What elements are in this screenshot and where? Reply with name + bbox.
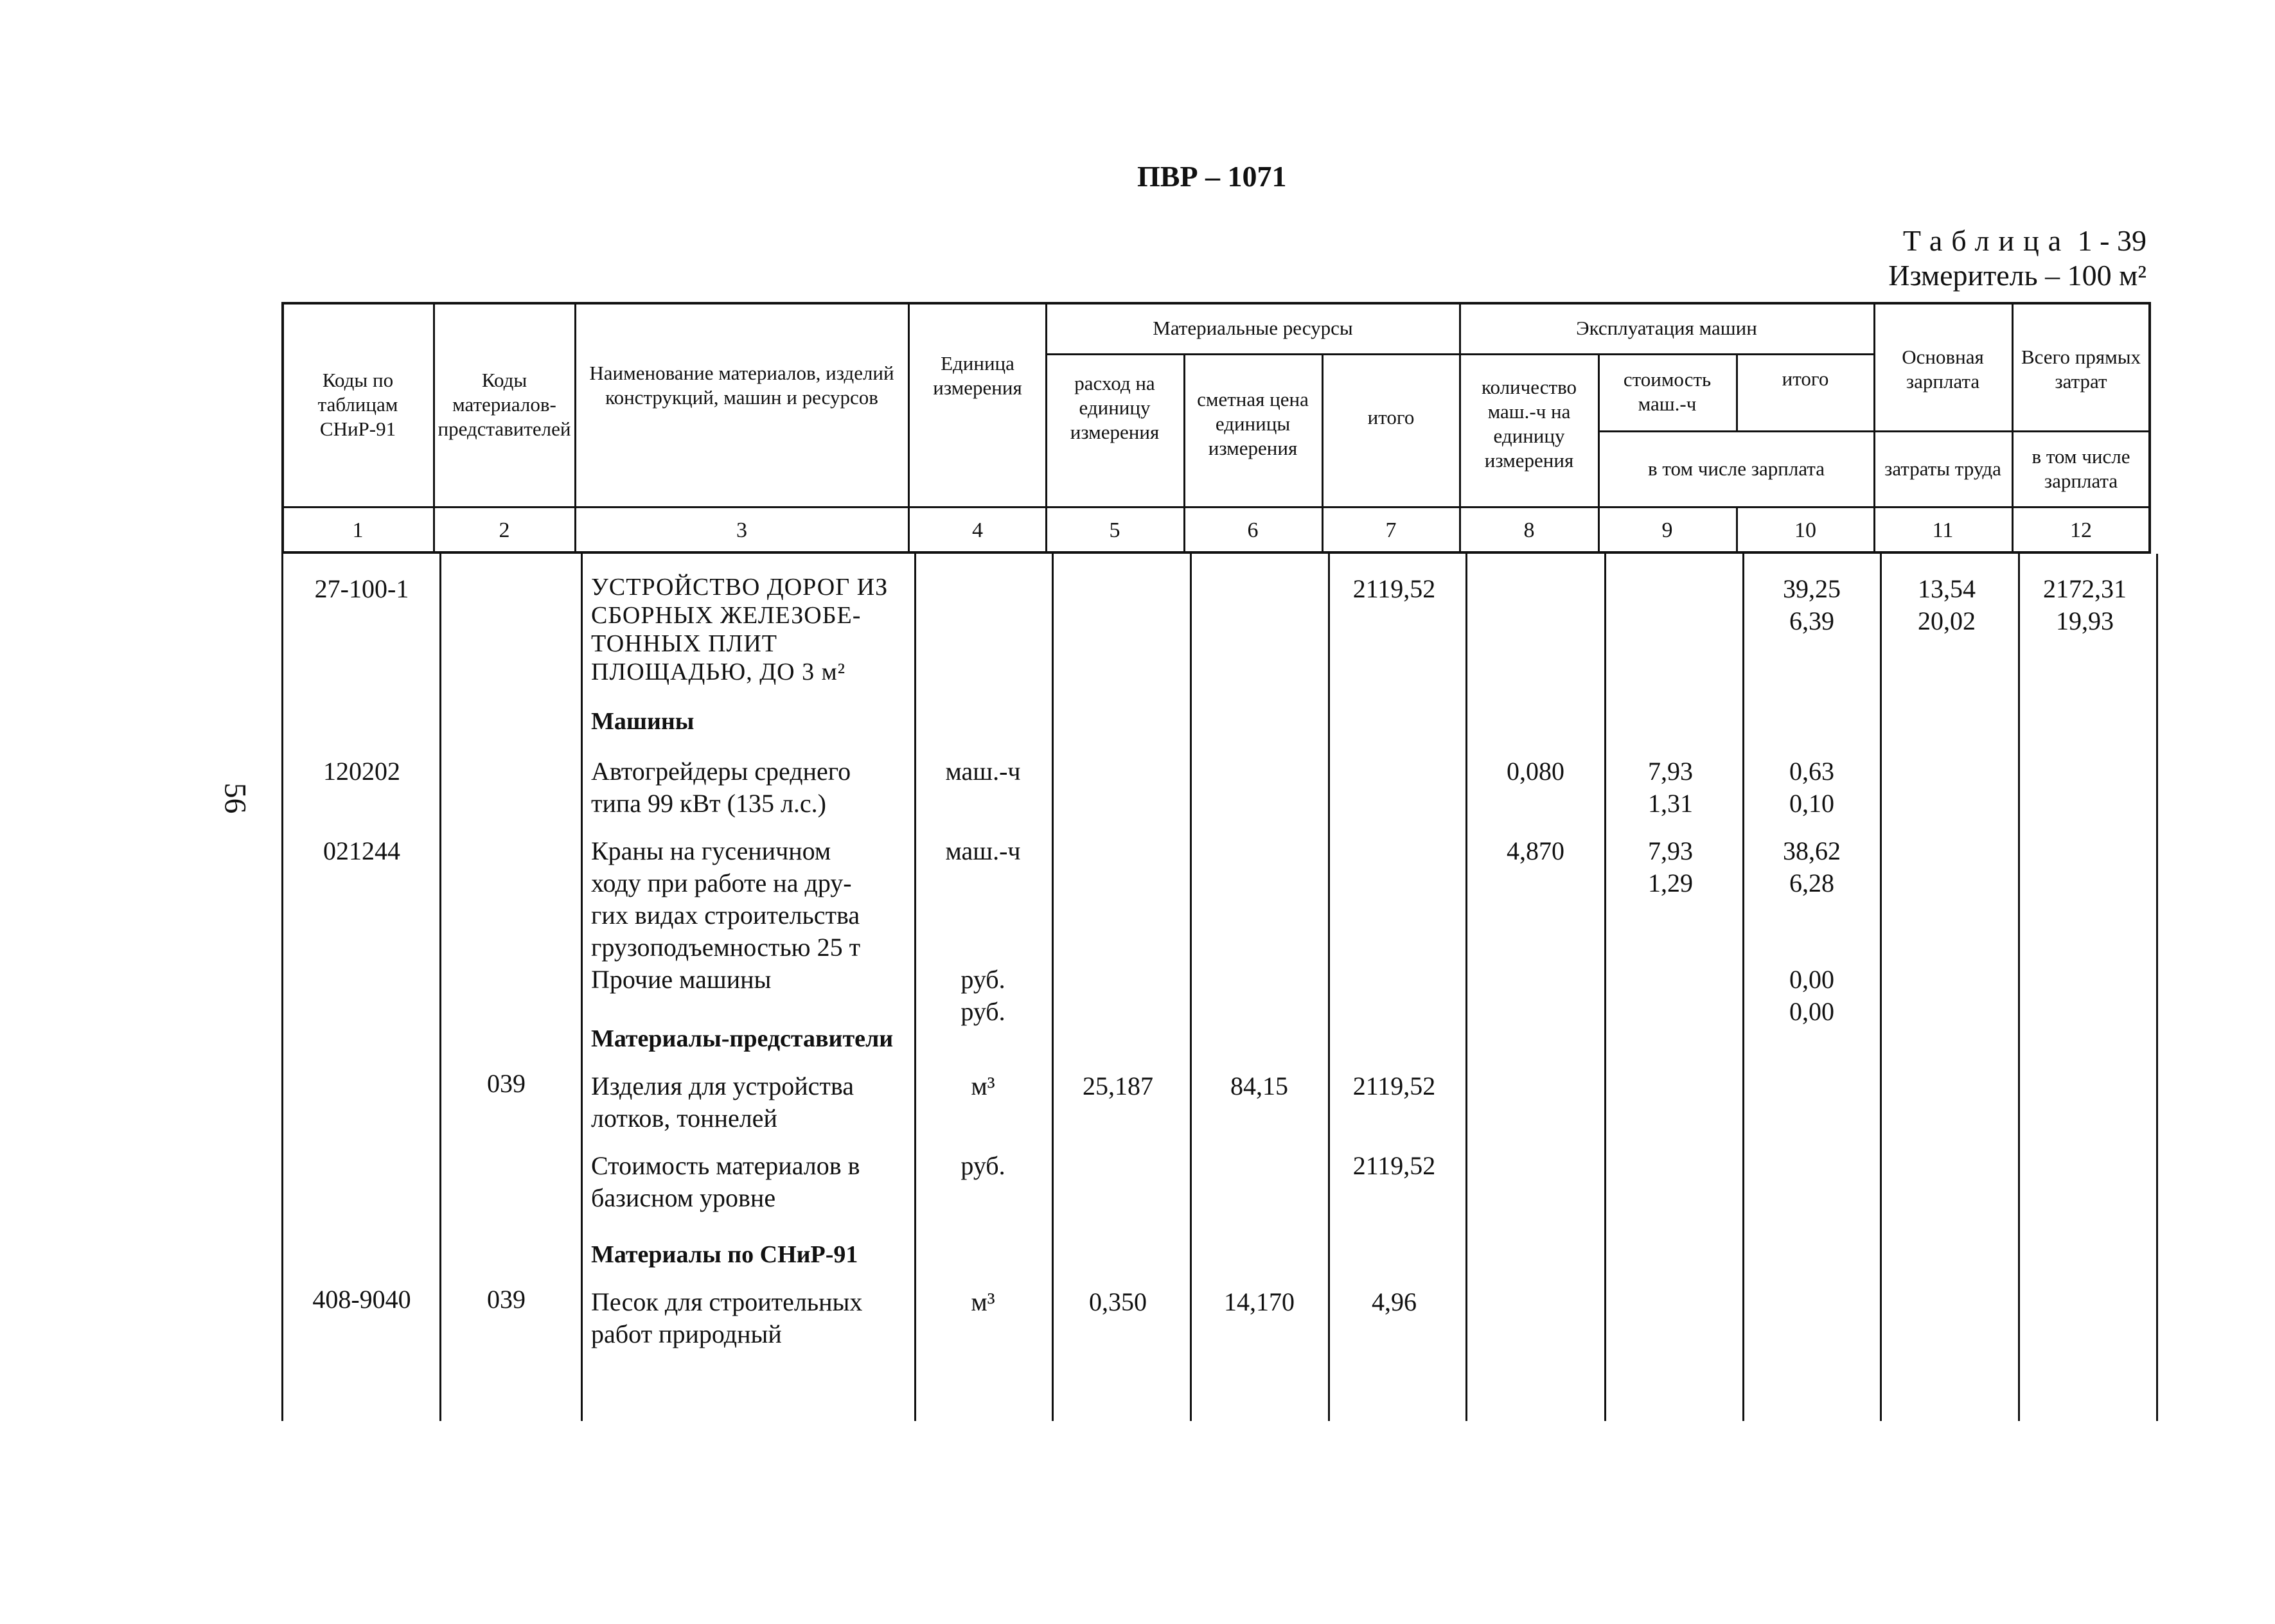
row-total: 0,63 bbox=[1789, 757, 1834, 786]
row-name-line: базисном уровне bbox=[591, 1183, 776, 1212]
main-total: 2119,52 bbox=[1352, 574, 1436, 603]
row-unit: маш.-ч bbox=[945, 757, 1021, 786]
row-unit: м³ bbox=[971, 1072, 995, 1100]
header-col5: расход на единицу измерения bbox=[1070, 372, 1160, 443]
main-name-line: ПЛОЩАДЬЮ, ДО 3 м² bbox=[591, 658, 846, 685]
col-number: 9 bbox=[1661, 518, 1673, 542]
col-number: 7 bbox=[1385, 518, 1397, 542]
header-col7: итого bbox=[1367, 406, 1415, 428]
main-labor: 20,02 bbox=[1918, 606, 1976, 635]
row-total-wage: 0,00 bbox=[1789, 997, 1834, 1026]
row-name-line: Песок для строительных bbox=[591, 1287, 863, 1316]
row-qty: 4,870 bbox=[1507, 836, 1564, 865]
row-code: 408-9040 bbox=[312, 1285, 411, 1314]
row-code: 27-100-1 bbox=[314, 574, 409, 603]
header-col6: сметная цена единицы измерения bbox=[1197, 388, 1309, 459]
row-name-line: Изделия для устройства bbox=[591, 1072, 854, 1100]
row-total: 0,00 bbox=[1789, 965, 1834, 994]
main-wage: 13,54 bbox=[1918, 574, 1976, 603]
main-name-line: УСТРОЙСТВО ДОРОГ ИЗ bbox=[591, 574, 889, 601]
header-col4: Единица измерения bbox=[933, 352, 1022, 399]
col-number: 1 bbox=[352, 518, 364, 542]
header-sub-9-10: в том числе зарплата bbox=[1648, 457, 1825, 480]
row-total: 38,62 bbox=[1783, 836, 1841, 865]
header-col2: Коды материалов-представителей bbox=[438, 369, 571, 440]
row-name-line: грузоподъемностью 25 т bbox=[591, 933, 861, 962]
row-name-line: Стоимость материалов в bbox=[591, 1151, 860, 1180]
row-consumption: 0,350 bbox=[1089, 1287, 1147, 1316]
header-col8: количество маш.-ч на единицу измерения bbox=[1482, 376, 1577, 472]
row-name-line: Прочие машины bbox=[591, 965, 772, 994]
row-unit: маш.-ч bbox=[945, 836, 1021, 865]
col-number: 4 bbox=[972, 518, 983, 542]
col-number: 2 bbox=[499, 518, 510, 542]
row-code2: 039 bbox=[487, 1285, 526, 1314]
row-code: 021244 bbox=[323, 836, 400, 865]
main-direct-wage: 19,93 bbox=[2056, 606, 2114, 635]
col-number: 6 bbox=[1247, 518, 1259, 542]
row-name-line: лотков, тоннелей bbox=[591, 1104, 777, 1133]
main-machines-wage: 6,39 bbox=[1789, 606, 1834, 635]
row-name-line: Автогрейдеры среднего bbox=[591, 757, 851, 786]
header-group-machines: Эксплуатация машин bbox=[1576, 317, 1757, 339]
row-total: 4,96 bbox=[1372, 1287, 1417, 1316]
row-name-line: гих видах строительства bbox=[591, 901, 860, 930]
row-consumption: 25,187 bbox=[1083, 1072, 1153, 1100]
table-number: 1 - 39 bbox=[2077, 224, 2147, 257]
section-heading: Материалы по СНиР-91 bbox=[591, 1241, 858, 1268]
header-col3: Наименование материалов, изделий конструкций, машин и ресурсов bbox=[589, 362, 894, 409]
main-machines-total: 39,25 bbox=[1783, 574, 1841, 603]
row-total-wage: 6,28 bbox=[1789, 869, 1834, 897]
section-heading: Машины bbox=[591, 708, 695, 735]
row-unit: руб. bbox=[960, 1151, 1005, 1180]
header-sub-12: в том числе зарплата bbox=[2032, 445, 2130, 492]
main-name-line: ТОННЫХ ПЛИТ bbox=[591, 630, 777, 657]
row-total: 2119,52 bbox=[1352, 1072, 1436, 1100]
row-cost: 7,93 bbox=[1648, 836, 1693, 865]
col-number: 10 bbox=[1794, 518, 1816, 542]
row-cost-wage: 1,29 bbox=[1648, 869, 1693, 897]
col-number: 11 bbox=[1932, 518, 1954, 542]
main-name-line: СБОРНЫХ ЖЕЛЕЗОБЕ- bbox=[591, 602, 862, 629]
row-name-line: работ природный bbox=[591, 1320, 782, 1348]
document-title: ПВР – 1071 bbox=[1137, 160, 1287, 193]
row-code2: 039 bbox=[487, 1069, 526, 1098]
row-qty: 0,080 bbox=[1507, 757, 1564, 786]
header-group-materials: Материальные ресурсы bbox=[1153, 317, 1353, 339]
row-name-line: ходу при работе на дру- bbox=[591, 869, 852, 897]
measure-unit: Измеритель – 100 м² bbox=[1888, 259, 2147, 292]
row-price: 84,15 bbox=[1230, 1072, 1288, 1100]
table-label: Таблица bbox=[1902, 224, 2071, 257]
row-total: 2119,52 bbox=[1352, 1151, 1436, 1180]
row-name-line: Краны на гусеничном bbox=[591, 836, 831, 865]
row-name-line: типа 99 кВт (135 л.с.) bbox=[591, 789, 826, 818]
page-number: 56 bbox=[218, 782, 252, 814]
col-number: 8 bbox=[1523, 518, 1535, 542]
table-caption bbox=[1888, 224, 2147, 293]
row-total-wage: 0,10 bbox=[1789, 789, 1834, 818]
row-unit: м³ bbox=[971, 1287, 995, 1316]
row-cost-wage: 1,31 bbox=[1648, 789, 1693, 818]
header-col10: итого bbox=[1782, 367, 1829, 390]
row-unit: руб. bbox=[960, 997, 1005, 1026]
row-cost: 7,93 bbox=[1648, 757, 1693, 786]
section-heading: Материалы-представители bbox=[591, 1025, 894, 1052]
row-code: 120202 bbox=[323, 757, 400, 786]
col-number: 5 bbox=[1109, 518, 1120, 542]
header-sub-11: затраты труда bbox=[1884, 457, 2001, 480]
col-number: 12 bbox=[2070, 518, 2092, 542]
header-col12: Всего прямых затрат bbox=[2021, 346, 2141, 393]
row-unit: руб. bbox=[960, 965, 1005, 994]
header-col1: Коды по таблицам СНиР-91 bbox=[317, 369, 398, 440]
row-price: 14,170 bbox=[1224, 1287, 1295, 1316]
header-col11: Основная зарплата bbox=[1902, 346, 1984, 393]
main-direct-total: 2172,31 bbox=[2043, 574, 2127, 603]
header-col9: стоимость маш.-ч bbox=[1623, 368, 1712, 415]
col-number: 3 bbox=[736, 518, 747, 542]
